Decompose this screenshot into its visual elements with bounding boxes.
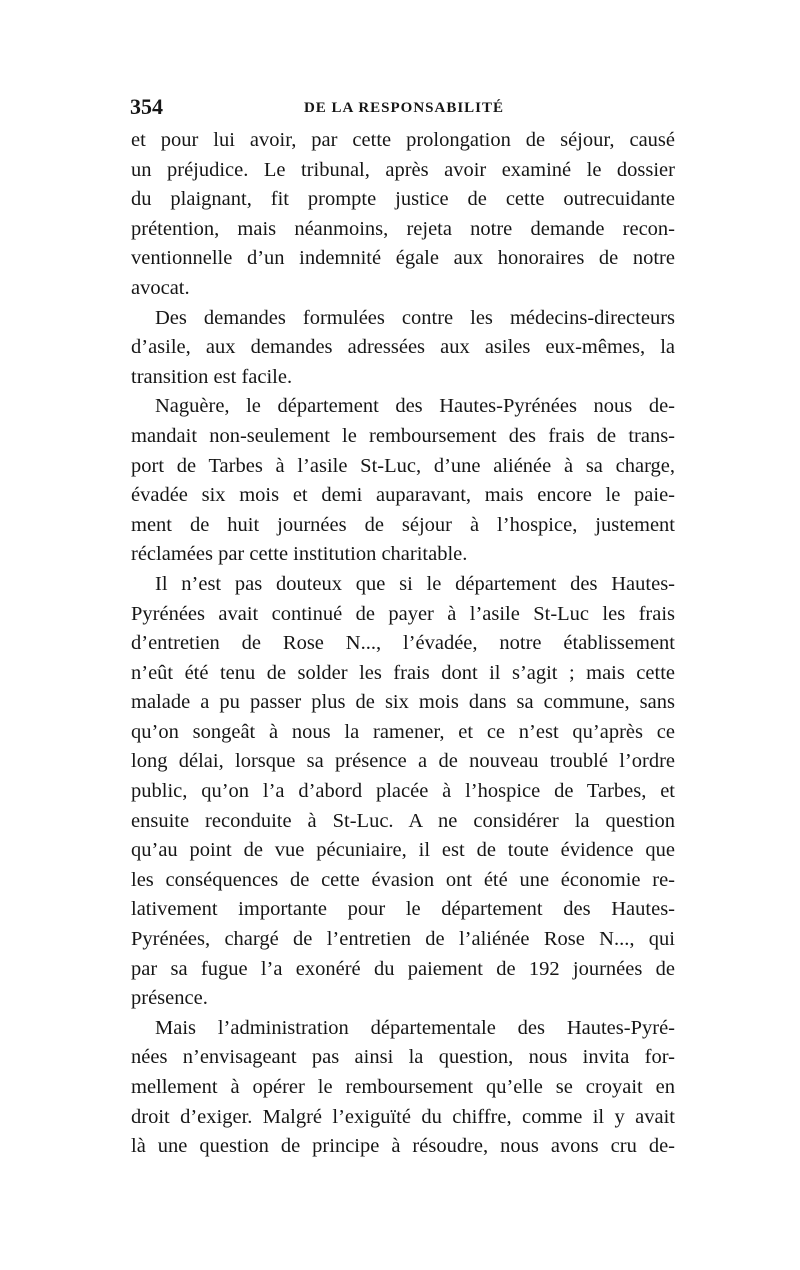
- text-line: qu’au point de vue pécuniaire, il est de toute évidence que: [131, 839, 675, 862]
- text-line: et pour lui avoir, par cette prolongation de séjour, causé: [131, 129, 675, 151]
- text-line: n’eût été tenu de solder les frais dont il s’agit ; mais cette: [131, 661, 675, 684]
- text-line: Il n’est pas douteux que si le département des Hautes-: [155, 572, 675, 595]
- text-line: avocat.: [131, 276, 190, 299]
- text-line: Pyrénées, chargé de l’entretien de l’aliénée Rose N..., qui: [131, 928, 675, 951]
- text-line: transition est facile.: [131, 365, 293, 388]
- text-line: évadée six mois et demi auparavant, mais encore le paie-: [131, 484, 675, 507]
- text-line: Mais l’administration départementale des Hautes-Pyré-: [155, 1016, 675, 1039]
- text-line: réclamées par cette institution charitable.: [131, 543, 468, 566]
- text-line: mellement à opérer le remboursement qu’elle se croyait en: [131, 1076, 675, 1098]
- text-line: là une question de principe à résoudre, nous avons cru de-: [131, 1135, 675, 1158]
- text-line: prétention, mais néanmoins, rejeta notre demande recon-: [131, 217, 675, 240]
- text-line: qu’on songeât à nous la ramener, et ce n’est qu’après ce: [131, 720, 675, 743]
- text-line: mandait non-seulement le remboursement des frais de trans-: [131, 424, 675, 447]
- text-line: par sa fugue l’a exonéré du paiement de 192 journées de: [131, 957, 675, 980]
- body-text: [131, 126, 675, 1162]
- text-line: du plaignant, fit prompte justice de cette outrecuidante: [131, 188, 675, 211]
- text-line: présence.: [131, 987, 208, 1010]
- page-header: [130, 92, 678, 122]
- text-line: un préjudice. Le tribunal, après avoir examiné le dossier: [131, 158, 675, 181]
- text-line: lativement importante pour le département des Hautes-: [131, 898, 675, 921]
- text-line: d’asile, aux demandes adressées aux asiles eux-mêmes, la: [131, 336, 675, 359]
- text-line: ment de huit journées de séjour à l’hospice, justement: [131, 513, 675, 536]
- text-line: droit d’exiger. Malgré l’exiguïté du chiffre, comme il y avait: [131, 1105, 675, 1128]
- text-line: ventionnelle d’un indemnité égale aux honoraires de notre: [131, 247, 675, 270]
- page-number: 354: [130, 94, 163, 119]
- text-line: Naguère, le département des Hautes-Pyrénées nous de-: [155, 395, 675, 418]
- text-line: malade a pu passer plus de six mois dans sa commune, sans: [131, 691, 675, 714]
- text-line: long délai, lorsque sa présence a de nouveau troublé l’ordre: [131, 750, 675, 773]
- text-line: nées n’envisageant pas ainsi la question, nous invita for-: [131, 1046, 675, 1069]
- text-line: port de Tarbes à l’asile St-Luc, d’une aliénée à sa charge,: [131, 454, 675, 477]
- text-line: public, qu’on l’a d’abord placée à l’hospice de Tarbes, et: [131, 780, 675, 803]
- text-line: Des demandes formulées contre les médecins-directeurs: [155, 306, 675, 329]
- text-line: d’entretien de Rose N..., l’évadée, notre établissement: [131, 632, 675, 655]
- text-line: Pyrénées avait continué de payer à l’asile St-Luc les frais: [131, 602, 675, 625]
- text-line: les conséquences de cette évasion ont été une économie re-: [131, 868, 675, 891]
- text-line: ensuite reconduite à St-Luc. A ne considérer la question: [131, 809, 675, 832]
- running-title: DE LA RESPONSABILITÉ: [303, 100, 505, 116]
